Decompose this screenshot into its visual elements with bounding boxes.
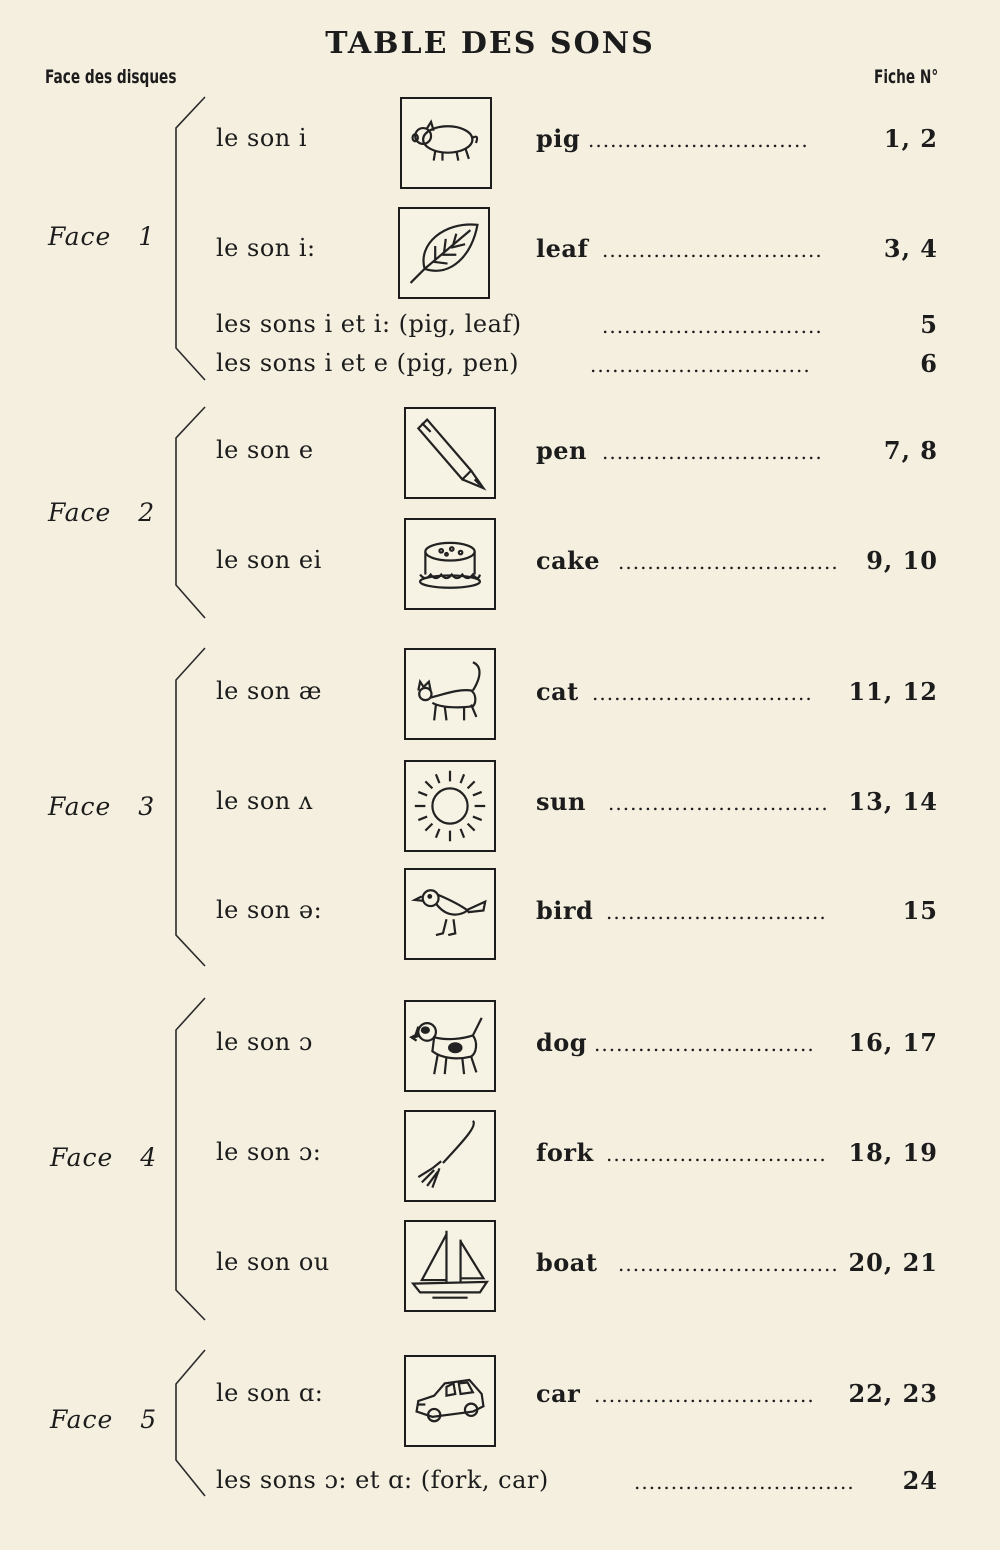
bracket-face-4 [176, 998, 205, 1320]
sound-label: le son ei [216, 546, 322, 574]
sound-label: le son ɔ [216, 1028, 313, 1056]
column-header-face: Face des disques [45, 66, 177, 88]
dot-leader: .............................. [594, 1032, 815, 1056]
bracket-face-3 [176, 648, 205, 966]
sound-label: le son æ [216, 677, 322, 705]
sound-label: le son ɔ: [216, 1138, 322, 1166]
pen-icon [404, 407, 496, 499]
dot-leader: .............................. [606, 1142, 827, 1166]
sound-label: le son e [216, 436, 314, 464]
fiche-number: 7, 8 [883, 436, 938, 465]
dog-icon [404, 1000, 496, 1092]
sound-label: le son ə: [216, 896, 323, 924]
example-word: pig [536, 124, 581, 153]
fiche-number: 16, 17 [848, 1028, 938, 1057]
fiche-number: 9, 10 [866, 546, 938, 575]
sound-label: le son ʌ [216, 787, 313, 815]
fiche-number: 6 [920, 349, 938, 378]
sound-label: le son i: [216, 234, 316, 262]
dot-leader: .............................. [618, 1252, 839, 1276]
example-word: boat [536, 1248, 598, 1277]
example-word: fork [536, 1138, 594, 1167]
fiche-number: 15 [902, 896, 938, 925]
dot-leader: .............................. [608, 791, 829, 815]
fiche-number: 22, 23 [848, 1379, 938, 1408]
face-4-label: Face 4 [50, 1143, 158, 1172]
column-header-fiche: Fiche N° [874, 66, 939, 88]
dot-leader: .............................. [602, 440, 823, 464]
combined-sound-label: les sons i et e (pig, pen) [216, 349, 520, 377]
pig-icon [400, 97, 492, 189]
dot-leader: .............................. [592, 681, 813, 705]
example-word: cat [536, 677, 579, 706]
example-word: leaf [536, 234, 589, 263]
fiche-number: 5 [920, 310, 938, 339]
sound-label: le son ɑ: [216, 1379, 324, 1407]
fiche-number: 3, 4 [883, 234, 938, 263]
example-word: bird [536, 896, 594, 925]
dot-leader: .............................. [602, 238, 823, 262]
face-5-label: Face 5 [50, 1405, 158, 1434]
example-word: cake [536, 546, 601, 575]
example-word: dog [536, 1028, 588, 1057]
face-3-label: Face 3 [48, 792, 156, 821]
fiche-number: 24 [902, 1466, 938, 1495]
sound-label: le son i [216, 124, 308, 152]
example-word: car [536, 1379, 581, 1408]
fiche-number: 1, 2 [883, 124, 938, 153]
face-1-label: Face 1 [48, 222, 156, 251]
dot-leader: .............................. [618, 550, 839, 574]
dot-leader: .............................. [594, 1383, 815, 1407]
dot-leader: .............................. [634, 1470, 855, 1494]
example-word: pen [536, 436, 587, 465]
car-icon [404, 1355, 496, 1447]
sound-label: le son ou [216, 1248, 330, 1276]
dot-leader: .............................. [588, 128, 809, 152]
example-word: sun [536, 787, 586, 816]
cat-icon [404, 648, 496, 740]
dot-leader: .............................. [606, 900, 827, 924]
dot-leader: .............................. [602, 314, 823, 338]
fiche-number: 20, 21 [848, 1248, 938, 1277]
cake-icon [404, 518, 496, 610]
fiche-number: 18, 19 [848, 1138, 938, 1167]
fiche-number: 13, 14 [848, 787, 938, 816]
combined-sound-label: les sons i et i: (pig, leaf) [216, 310, 522, 338]
bracket-face-2 [176, 407, 205, 618]
fork-icon [404, 1110, 496, 1202]
sun-icon [404, 760, 496, 852]
bracket-face-5 [176, 1350, 205, 1496]
dot-leader: .............................. [590, 353, 811, 377]
face-2-label: Face 2 [48, 498, 156, 527]
bracket-face-1 [176, 97, 205, 380]
bird-icon [404, 868, 496, 960]
leaf-icon [398, 207, 490, 299]
combined-sound-label: les sons ɔ: et ɑ: (fork, car) [216, 1466, 549, 1494]
page-title: TABLE DES SONS [325, 26, 655, 61]
fiche-number: 11, 12 [848, 677, 938, 706]
boat-icon [404, 1220, 496, 1312]
